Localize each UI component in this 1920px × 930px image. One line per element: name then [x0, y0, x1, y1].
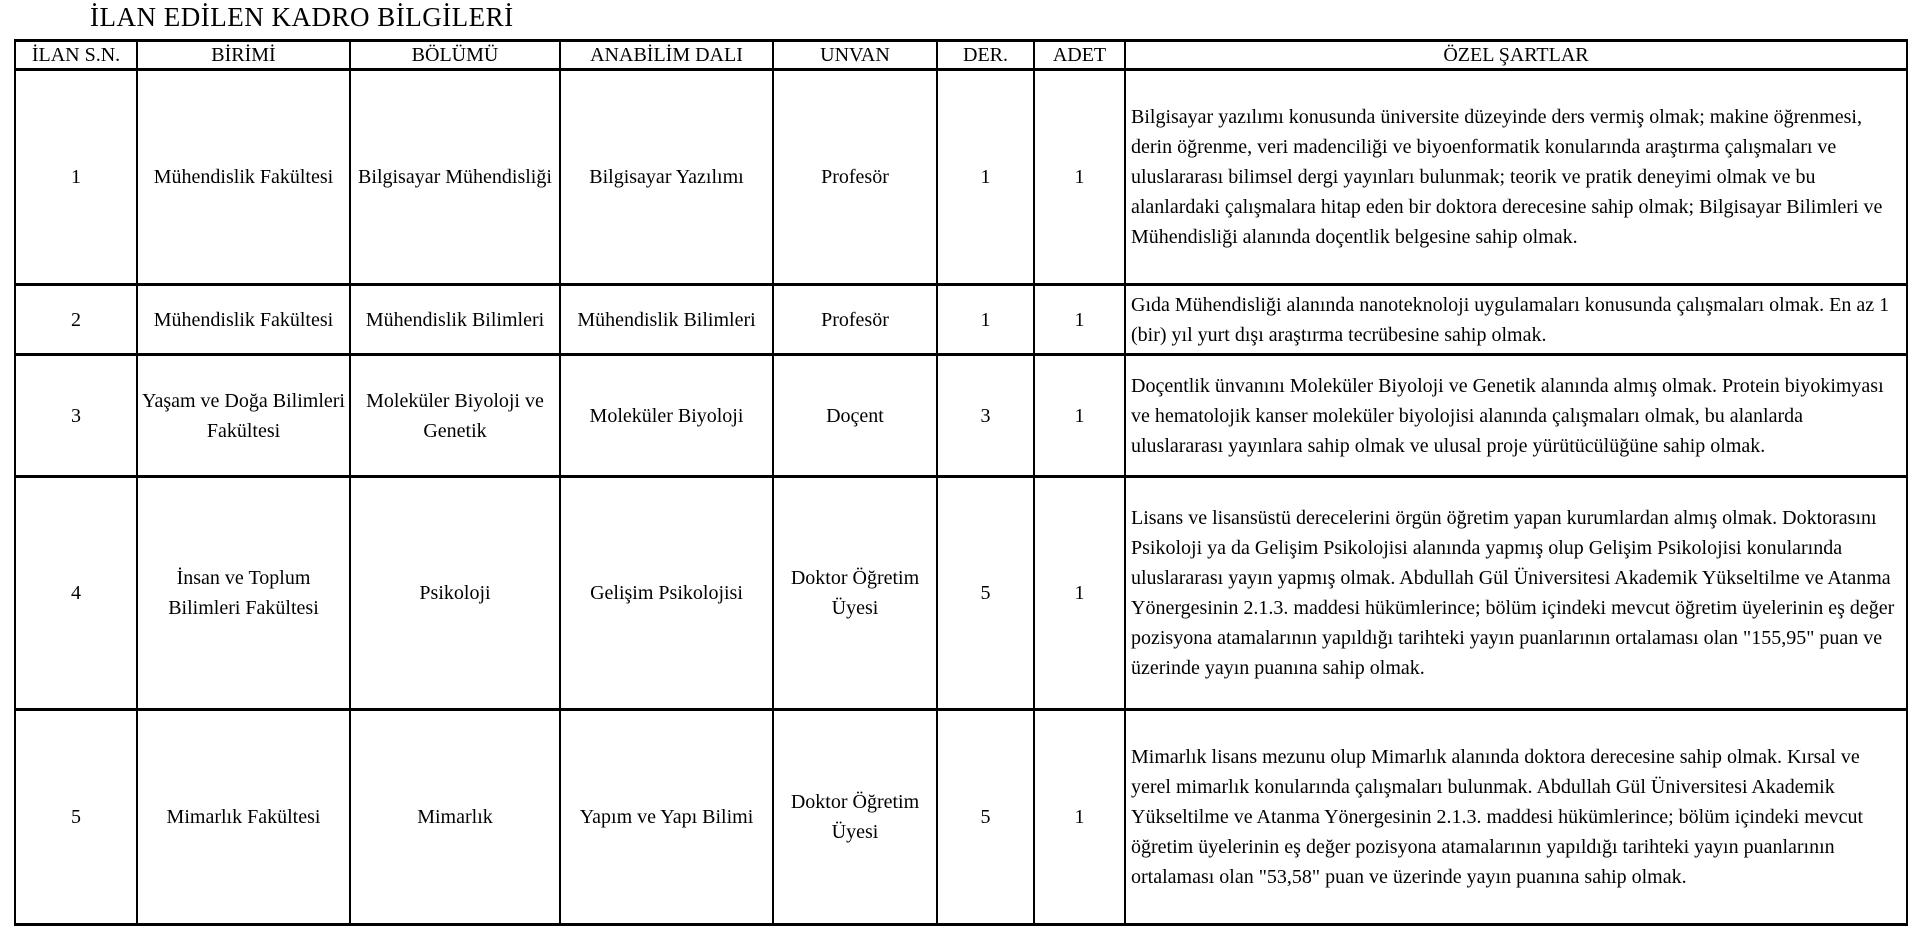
table-row	[15, 710, 1907, 925]
column-header-unvan: UNVAN	[773, 41, 937, 70]
cell-der: 3	[937, 355, 1034, 477]
page-title: İLAN EDİLEN KADRO BİLGİLERİ	[90, 2, 514, 32]
cell-der: 1	[937, 70, 1034, 285]
cell-birimi: Mühendislik Fakültesi	[137, 70, 350, 285]
column-header-bolumu: BÖLÜMÜ	[350, 41, 560, 70]
cell-adet: 1	[1034, 285, 1125, 355]
table-row	[15, 70, 1907, 285]
table-header-row	[15, 41, 1907, 70]
table-row	[15, 477, 1907, 710]
cell-der: 5	[937, 710, 1034, 925]
cell-adet: 1	[1034, 355, 1125, 477]
cell-ozel-sartlar: Lisans ve lisansüstü derecelerini örgün öğretim yapan kurumlardan almış olmak. Doktorasını Psikoloji ya da Gelişim Psikolojisi alanında yapmış olup Gelişim Psikolojisi konularında uluslararası yayın yapmış olmak. Abdullah Gül Üniversitesi Akademik Yükseltilme ve Atanma Yönergesinin 2.1.3. maddesi hükümlerince; bölüm içindeki mevcut öğretim üyelerinin eş değer pozisyona atamalarının yapıldığı tarihteki yayın puanlarının ortalaması olan "155,95" puan ve üzerinde yayın puanına sahip olmak.	[1125, 477, 1907, 710]
cell-adet: 1	[1034, 70, 1125, 285]
kadro-table	[14, 39, 1908, 926]
document-page	[0, 2, 1920, 930]
cell-ilan-sn: 4	[15, 477, 137, 710]
cell-unvan: Doktor Öğretim Üyesi	[773, 477, 937, 710]
cell-ilan-sn: 1	[15, 70, 137, 285]
cell-ilan-sn: 5	[15, 710, 137, 925]
cell-anabilim-dali: Gelişim Psikolojisi	[560, 477, 773, 710]
cell-birimi: Mühendislik Fakültesi	[137, 285, 350, 355]
cell-unvan: Profesör	[773, 285, 937, 355]
column-header-anabilim-dali: ANABİLİM DALI	[560, 41, 773, 70]
cell-ilan-sn: 3	[15, 355, 137, 477]
cell-bolumu: Mimarlık	[350, 710, 560, 925]
cell-adet: 1	[1034, 710, 1125, 925]
cell-ozel-sartlar: Doçentlik ünvanını Moleküler Biyoloji ve Genetik alanında almış olmak. Protein biyokimyası ve hematolojik kanser moleküler biyolojisi alanında çalışmaları olmak, bu alanlarda uluslararası yayınlara sahip olmak ve ulusal proje yürütücülüğüne sahip olmak.	[1125, 355, 1907, 477]
column-header-adet: ADET	[1034, 41, 1125, 70]
cell-bolumu: Bilgisayar Mühendisliği	[350, 70, 560, 285]
cell-birimi: İnsan ve Toplum Bilimleri Fakültesi	[137, 477, 350, 710]
cell-unvan: Profesör	[773, 70, 937, 285]
cell-anabilim-dali: Mühendislik Bilimleri	[560, 285, 773, 355]
cell-ozel-sartlar: Bilgisayar yazılımı konusunda üniversite düzeyinde ders vermiş olmak; makine öğrenmesi, derin öğrenme, veri madenciliği ve biyoenformatik konularında araştırma çalışmaları ve uluslararası bilimsel dergi yayınları bulunmak; teorik ve pratik deneyimi olmak ve bu alanlardaki çalışmalara hitap eden bir doktora derecesine sahip olmak; Bilgisayar Bilimleri ve Mühendisliği alanında doçentlik belgesine sahip olmak.	[1125, 70, 1907, 285]
table-row	[15, 285, 1907, 355]
cell-ilan-sn: 2	[15, 285, 137, 355]
cell-unvan: Doçent	[773, 355, 937, 477]
cell-bolumu: Mühendislik Bilimleri	[350, 285, 560, 355]
cell-bolumu: Psikoloji	[350, 477, 560, 710]
column-header-der: DER.	[937, 41, 1034, 70]
cell-anabilim-dali: Yapım ve Yapı Bilimi	[560, 710, 773, 925]
cell-unvan: Doktor Öğretim Üyesi	[773, 710, 937, 925]
cell-adet: 1	[1034, 477, 1125, 710]
column-header-ilan-sn: İLAN S.N.	[15, 41, 137, 70]
cell-birimi: Yaşam ve Doğa Bilimleri Fakültesi	[137, 355, 350, 477]
table-row	[15, 355, 1907, 477]
cell-ozel-sartlar: Mimarlık lisans mezunu olup Mimarlık alanında doktora derecesine sahip olmak. Kırsal ve yerel mimarlık konularında çalışmaları bulunmak. Abdullah Gül Üniversitesi Akademik Yükseltilme ve Atanma Yönergesinin 2.1.3. maddesi hükümlerince; bölüm içindeki mevcut öğretim üyelerinin eş değer pozisyona atamalarının yapıldığı tarihteki yayın puanlarının ortalaması olan "53,58" puan ve üzerinde yayın puanına sahip olmak.	[1125, 710, 1907, 925]
cell-birimi: Mimarlık Fakültesi	[137, 710, 350, 925]
cell-ozel-sartlar: Gıda Mühendisliği alanında nanoteknoloji uygulamaları konusunda çalışmaları olmak. En az 1 (bir) yıl yurt dışı araştırma tecrübesine sahip olmak.	[1125, 285, 1907, 355]
cell-anabilim-dali: Bilgisayar Yazılımı	[560, 70, 773, 285]
cell-bolumu: Moleküler Biyoloji ve Genetik	[350, 355, 560, 477]
cell-anabilim-dali: Moleküler Biyoloji	[560, 355, 773, 477]
cell-der: 1	[937, 285, 1034, 355]
column-header-birimi: BİRİMİ	[137, 41, 350, 70]
column-header-ozel-sartlar: ÖZEL ŞARTLAR	[1125, 41, 1907, 70]
cell-der: 5	[937, 477, 1034, 710]
